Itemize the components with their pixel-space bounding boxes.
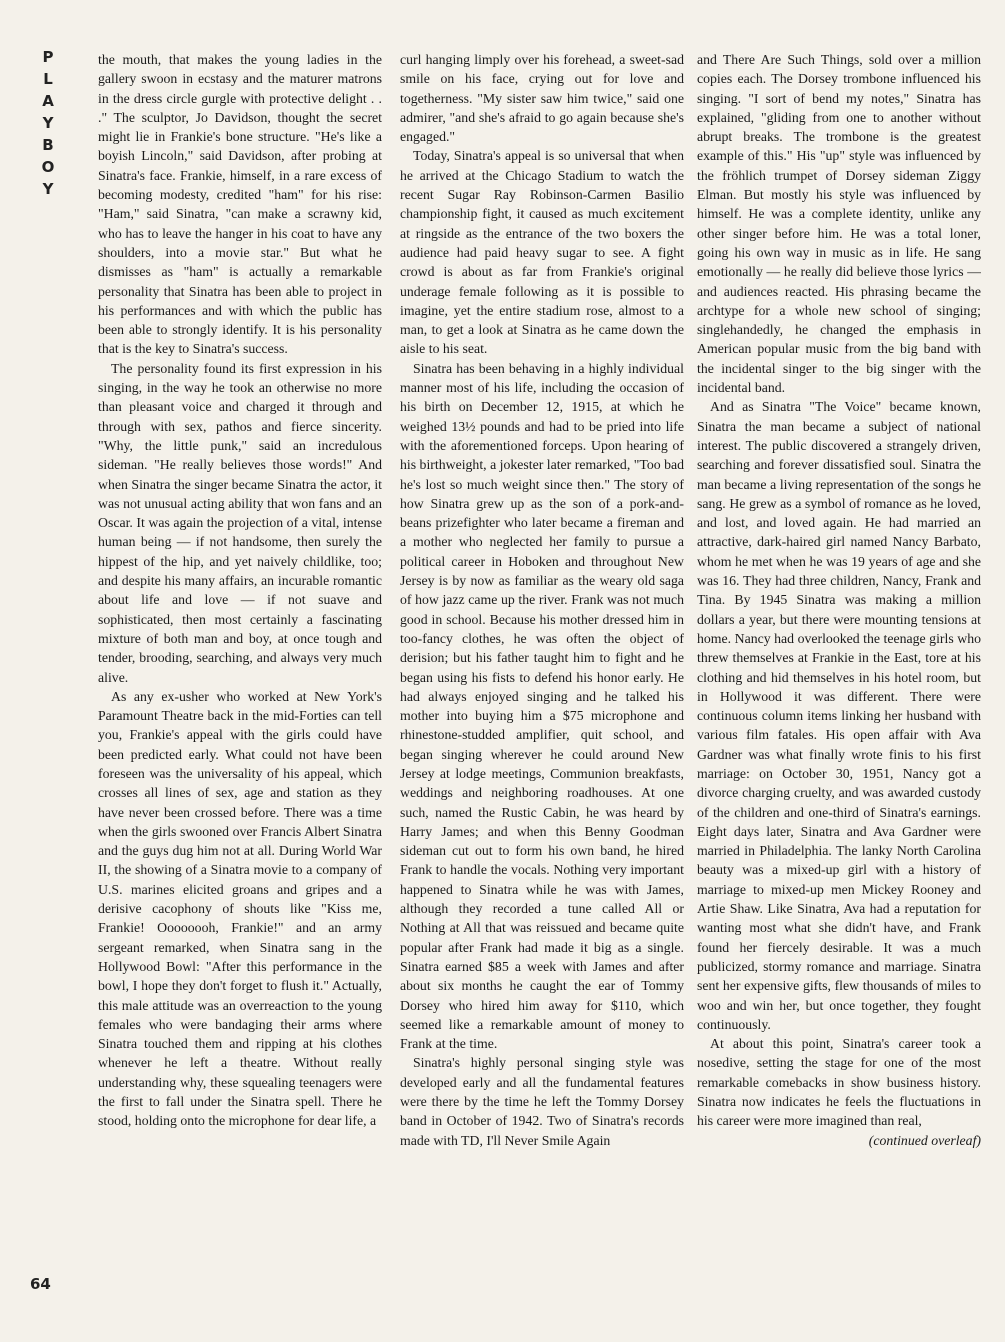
magazine-letter: B [42,136,54,154]
paragraph: curl hanging limply over his forehead, a sweet-sad smile on his face, crying out for love and togetherness. "My sister saw him twice," said one admirer, "and she's afraid to go again because she's engaged." [400,52,684,145]
article-column-2 [400,50,684,1300]
continued-note: (continued overleaf) [868,1132,981,1148]
paragraph: the mouth, that makes the young ladies in the gallery swoon in ecstasy and the maturer matrons in the dress circle gurgle with protective delight . . ." The sculptor, Jo Davidson, thought the secret might lie in Frankie's bone structure. "He's like a boyish Lincoln," said Davidson, after probing at Sinatra's face. Frankie, himself, in a rare excess of becoming modesty, credited "ham" for his rise: "Ham," said Sinatra, "can make a scrawny kid, who has to leave the hanger in his coat to have any shoulders, into a movie star." But what he dismisses as "ham" is actually a remarkable personality that Sinatra has been able to project in his performances and with which the public has been able to strongly identify. It is his personality that is the key to Sinatra's success. [98,52,382,357]
magazine-letter: Y [42,114,54,132]
paragraph: At about this point, Sinatra's career took a nosedive, setting the stage for one of the most remarkable comebacks in show business history. Sinatra now indicates he feels the fluctuations in his career were more imagined than real, [697,1036,981,1129]
article-column-1 [98,50,382,1300]
paragraph: The personality found its first expression in his singing, in the way he took an otherwise no more than pleasant voice and charged it through and through with sex, pathos and fierce sincerity. "Why, the little punk," said an incredulous sideman. "He really believes those words!" And when Sinatra the singer became Sinatra the actor, it was not unusual acting ability that won fans and an Oscar. It was again the projection of a vital, intense human being — if not handsome, then surely the hippest of the hip, and yet naively childlike, too; and despite his many affairs, an incurable romantic about life and love — if not suave and sophisticated, then most certainly a fascinating mixture of both man and boy, at once tough and tender, brooding, searching, and always very much alive. [98,360,382,685]
paragraph: And as Sinatra "The Voice" became known, Sinatra the man became a subject of national interest. The public discovered a strangely driven, searching and forever dissatisfied soul. Sinatra the man became a living representation of the songs he sang. He grew as a symbol of romance as he loved, and lost, and loved again. He had married an attractive, dark-haired girl named Nancy Barbato, whom he met when he was 19 years of age and she was 16. They had three children, Nancy, Frank and Tina. By 1945 Sinatra was making a million dollars a year, but there were mounting tensions at home. Nancy had overlooked the teenage girls who threw themselves at Frankie in the East, tore at his clothing and hid themselves in his hotel room, but in Hollywood it was different. There were continuous column items linking her husband with various film fatales. His open affair with Ava Gardner was what finally wrote finis to his first marriage: on October 30, 1951, Nancy got a divorce charging cruelty, and was awarded custody of the children and one-third of Sinatra's earnings. Eight days later, Sinatra and Ava Gardner were married in Philadelphia. The lanky North Carolina beauty was a mixed-up girl with a history of marriage to mixed-up men Mickey Rooney and Artie Shaw. Like Sinatra, Ava had a reputation for wanting most what she didn't have, and Frank found her fiercely desirable. It was a much publicized, stormy romance and marriage. Sinatra sent her expensive gifts, flew thousands of miles to woo and win her, but once together, they fought continuously. [697,399,981,1032]
magazine-letter: Y [42,180,54,198]
magazine-letter: O [41,158,55,176]
paragraph: As any ex-usher who worked at New York's Paramount Theatre back in the mid-Forties can tell you, Frankie's appeal with the girls could have been predicted early. What could not have been foreseen was the universality of his appeal, which crosses all lines of sex, age and station as they have never been crossed before. There was a time when the girls swooned over Francis Albert Sinatra and the guys dug him not at all. During World War II, the showing of a Sinatra movie to a company of U.S. marines elicited groans and gripes and a derisive cacophony of shouts like "Kiss me, Frankie! Oooooooh, Frankie!" and an army sergeant remarked, when Sinatra sang in the Hollywood Bowl: "After this performance in the bowl, I hope they don't forget to flush it." Actually, this male attitude was an overreaction to the young females who were bandaging their arms where Sinatra touched them and ripping at his clothes whenever he left a theatre. Without really understanding why, these squealing teenagers were the first to fall under the Sinatra spell. There he stood, holding onto the microphone for dear life, a [98,688,382,1129]
magazine-letter: A [42,92,54,110]
page-number: 64 [30,1275,51,1293]
paragraph: and There Are Such Things, sold over a million copies each. The Dorsey trombone influenced his singing. "I sort of bend my notes," Sinatra has explained, "gliding from one to another without abrupt breaks. The trombone is the greatest example of this." His "up" style was influenced by the fröhlich trumpet of Dorsey sideman Ziggy Elman. But mostly his style was influenced by himself. He was a complete identity, unlike any other singer before him. He was a total loner, going his own way in music as in life. He sang emotionally — he really did believe those lyrics — and audiences reacted. His phrasing became the archtype for a whole new school of singing; singlehandedly, he changed the emphasis in American popular music from the big band with the incidental singer to the big singer with the incidental band. [697,52,981,396]
article-column-3 [697,50,981,1300]
paragraph: Sinatra's highly personal singing style was developed early and all the fundamental features were there by the time he left the Tommy Dorsey band in October of 1942. Two of Sinatra's records made with TD, I'll Never Smile Again [400,1055,684,1148]
magazine-letter: L [43,70,53,88]
paragraph: Today, Sinatra's appeal is so universal that when he arrived at the Chicago Stadium to watch the recent Sugar Ray Robinson-Carmen Basilio championship fight, it caused as much excitement at ringside as the entrance of the two boxers the audience had paid heavy sugar to see. A fight crowd is about as far from Frankie's original underage female following as it is possible to imagine, yet the entire stadium rose, almost to a man, to get a look at Sinatra as he came down the aisle to his seat. [400,148,684,357]
paragraph: Sinatra has been behaving in a highly individual manner most of his life, including the occasion of his birth on December 12, 1915, at which he weighed 13½ pounds and had to be pried into life with the aforementioned forceps. Upon hearing of his birthweight, a jokester later remarked, "Too bad he's lost so much weight since then." The story of how Sinatra grew up as the son of a pork-and-beans prizefighter who later became a fireman and a mother who neglected her family to pursue a political career in Hoboken and throughout New Jersey is by now as familiar as the weary old saga of how jazz came up the river. Frank was not much good in school. Because his mother dressed him in too-fancy clothes, he was often the object of derision; but his father taught him to fight and he began using his fists to defend his honor early. He had always enjoyed singing and he talked his mother into buying him a $75 microphone and rhinestone-studded amplifier, quit school, and began singing wherever he could around New Jersey at lodge meetings, Communion breakfasts, weddings and neighboring roadhouses. At one such, named the Rustic Cabin, he was heard by Harry James; and when this Benny Goodman sideman cut out to form his own band, he hired Frank to handle the vocals. Nothing very important happened to Sinatra while he was with James, although they recorded a tune called All or Nothing at All that was reissued and became quite popular after Frank had made it big as a single. Sinatra earned $85 a week with James and after about six months he caught the ear of Tommy Dorsey who hired him away for $110, which seemed like a remarkable amount of money to Frank at the time. [400,360,684,1052]
magazine-letter: P [42,48,54,66]
magazine-name-vertical [30,46,66,200]
